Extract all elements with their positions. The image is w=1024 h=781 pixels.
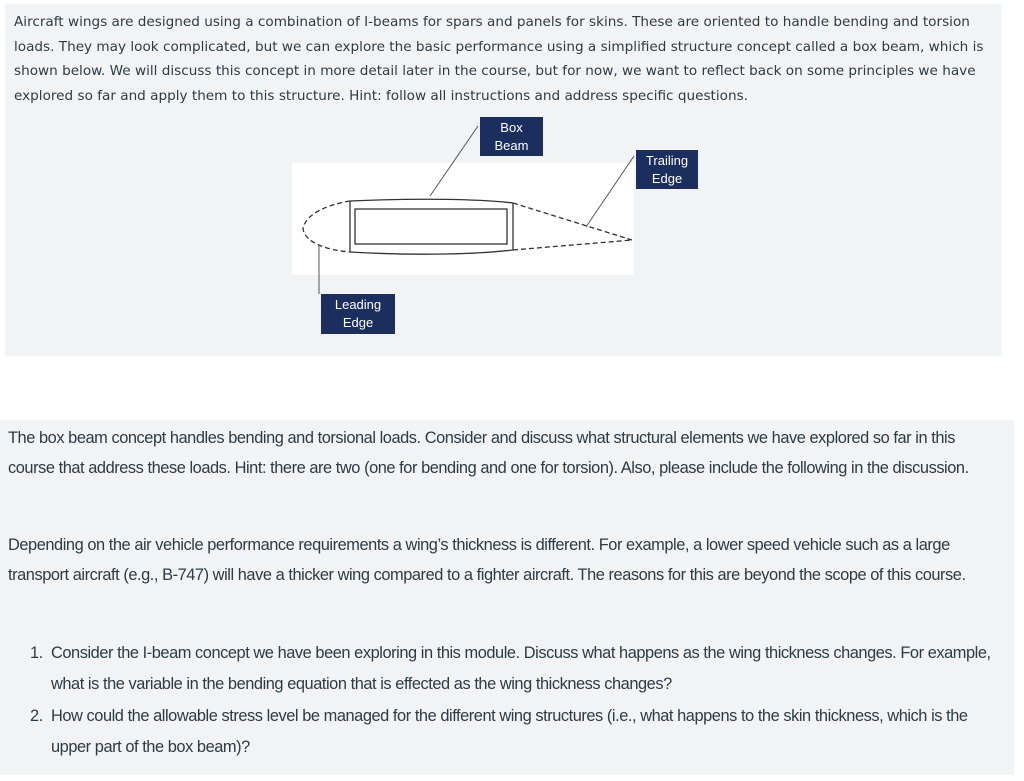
box-beam-label-line2: Beam xyxy=(494,138,529,153)
intro-paragraph: Aircraft wings are designed using a combination of I-beams for spars and panels for skins. These are oriented to handle bending and torsion loads. They may look complicated, but we can explore the basic performance using a simplified structure concept called a box beam, which is shown below. We will discuss this concept in more detail later in the course, but for now, we want to reflect back on some principles we have explored so far and apply them to this structure. Hint: follow all instructions and address specific questions. xyxy=(14,14,984,104)
trailing-edge-label-line1: Trailing xyxy=(645,153,689,168)
discussion-paragraph-1: The box beam concept handles bending and torsional loads. Consider and discuss what structural elements we have explored so far in this course that address these loads. Hint: there are two (one for bending and one for torsion). Also, please include the following in the discussion. xyxy=(8,429,969,477)
leading-edge-label-line2: Edge xyxy=(342,315,374,330)
box-beam-label xyxy=(480,117,543,156)
discussion-paragraph-2: Depending on the air vehicle performance requirements a wing’s thickness is different. For example, a lower speed vehicle such as a large transport aircraft (e.g., B-747) will have a thicker wing compared to a fighter aircraft. The reasons for this are beyond the scope of this course. xyxy=(8,536,966,584)
leading-edge-label-line1: Leading xyxy=(334,297,382,312)
question-text: How could the allowable stress level be managed for the different wing structures (i.e., what happens to the skin thickness, which is the upper part of the box beam)? xyxy=(51,707,968,756)
trailing-edge-label xyxy=(636,150,698,189)
figure-image-background xyxy=(292,163,634,275)
question-text: Consider the I-beam concept we have been exploring in this module. Discuss what happens as the wing thickness changes. For example, what is the variable in the bending equation that is effected as the wing thickness changes? xyxy=(51,644,991,693)
question-number: 2. xyxy=(30,707,43,725)
leading-edge-label xyxy=(321,294,395,334)
box-beam-label-line1: Box xyxy=(500,120,523,135)
box-beam-figure xyxy=(0,0,1024,360)
question-item-2 xyxy=(30,701,1000,762)
discussion-panel xyxy=(0,420,1014,775)
question-list xyxy=(30,638,1000,764)
question-item-1 xyxy=(30,638,1000,699)
trailing-edge-label-line2: Edge xyxy=(651,171,683,186)
question-number: 1. xyxy=(30,644,43,662)
